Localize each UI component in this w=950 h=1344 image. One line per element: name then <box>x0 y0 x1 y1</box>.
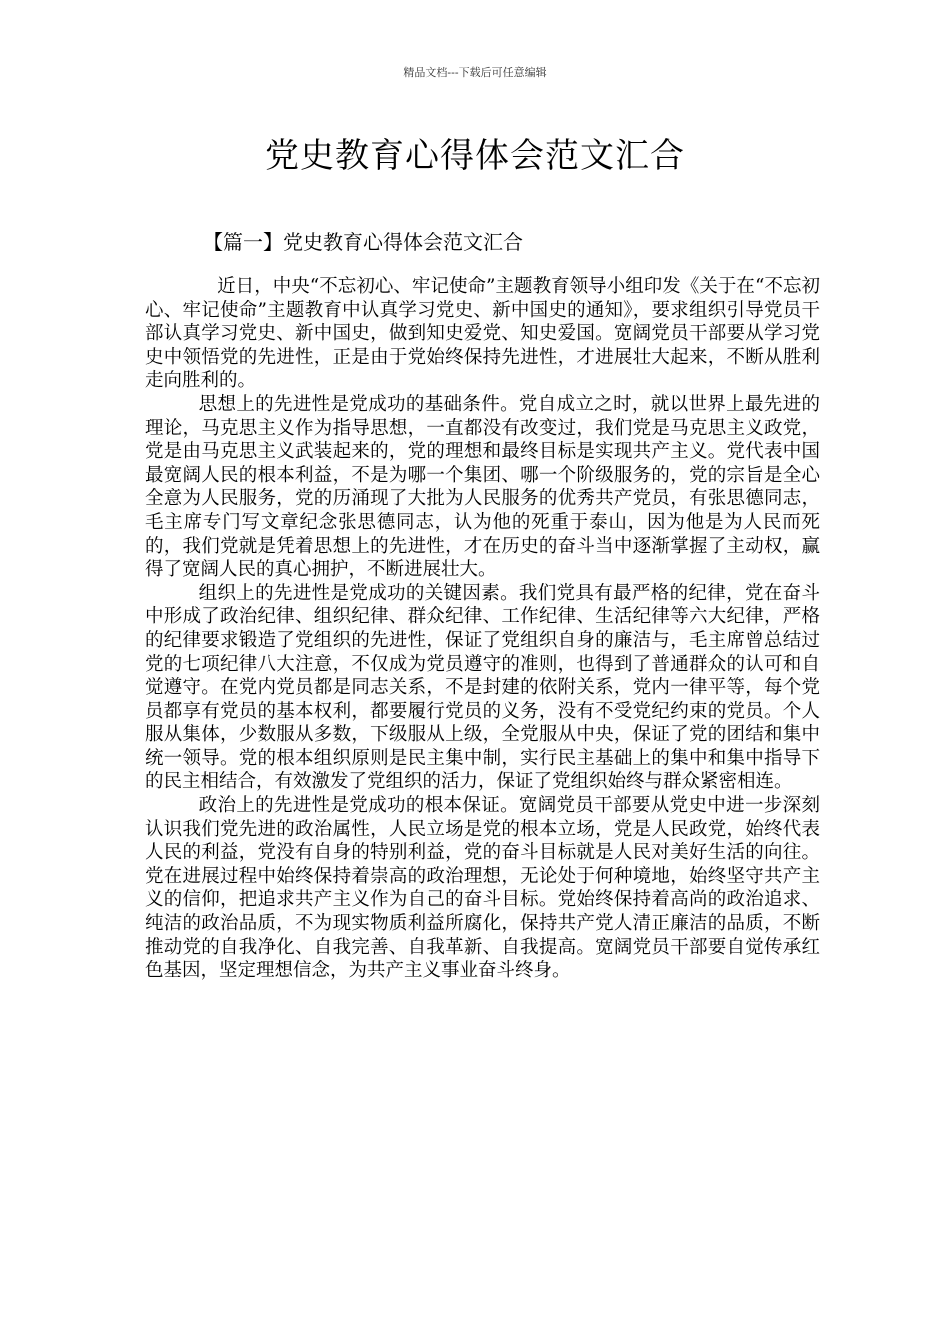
section-heading: 【篇一】党史教育心得体会范文汇合 <box>203 230 523 254</box>
document-title: 党史教育心得体会范文汇合 <box>265 136 685 176</box>
paragraph-intro: 近日，中央“不忘初心、牢记使命”主题教育领导小组印发《关于在“不忘初心、牢记使命”主题教育中认真学习党史、新中国史的通知》，要求组织引导党员干部认真学习党史、新中国史，做到知史爱党、知史爱国。宽阔党员干部要从学习党史中领悟党的先进性，正是由于党始终保持先进性，才进展壮大起来，不断从胜利走向胜利的。 <box>145 276 820 392</box>
header-note: 精品文档---下载后可任意编辑 <box>403 66 547 79</box>
paragraph-ideological: 思想上的先进性是党成功的基础条件。党自成立之时，就以世界上最先进的理论，马克思主义作为指导思想，一直都没有改变过，我们党是马克思主义政党，党是由马克思主义武装起来的，党的理想和最终目标是实现共产主义。党代表中国最宽阔人民的根本利益，不是为哪一个集团、哪一个阶级服务的，党的宗旨是全心全意为人民服务，党的历涌现了大批为人民服务的优秀共产党员，有张思德同志，毛主席专门写文章纪念张思德同志，认为他的死重于泰山，因为他是为人民而死的，我们党就是凭着思想上的先进性，才在历史的奋斗当中逐渐掌握了主动权，赢得了宽阔人民的真心拥护，不断进展壮大。 <box>145 393 820 581</box>
paragraph-political: 政治上的先进性是党成功的根本保证。宽阔党员干部要从党史中进一步深刻认识我们党先进的政治属性，人民立场是党的根本立场，党是人民政党，始终代表人民的利益，党没有自身的特别利益，党的奋斗目标就是人民对美好生活的向往。党在进展过程中始终保持着崇高的政治理想，无论处于何种境地，始终坚守共产主义的信仰，把追求共产主义作为自己的奋斗目标。党始终保持着高尚的政治追求、纯洁的政治品质，不为现实物质利益所腐化，保持共产党人清正廉洁的品质，不断推动党的自我净化、自我完善、自我革新、自我提高。宽阔党员干部要自觉传承红色基因，坚定理想信念，为共产主义事业奋斗终身。 <box>145 795 820 982</box>
document-body <box>145 275 820 983</box>
paragraph-organizational: 组织上的先进性是党成功的关键因素。我们党具有最严格的纪律，党在奋斗中形成了政治纪律、组织纪律、群众纪律、工作纪律、生活纪律等六大纪律，严格的纪律要求锻造了党组织的先进性，保证了党组织自身的廉洁与，毛主席曾总结过党的七项纪律八大注意，不仅成为党员遵守的准则，也得到了普通群众的认可和自觉遵守。在党内党员都是同志关系，不是封建的依附关系，党内一律平等，每个党员都享有党员的基本权利，都要履行党员的义务，没有不受党纪约束的党员。个人服从集体，少数服从多数，下级服从上级，全党服从中央，保证了党的团结和集中统一领导。党的根本组织原则是民主集中制，实行民主基础上的集中和集中指导下的民主相结合，有效激发了党组织的活力，保证了党组织始终与群众紧密相连。 <box>145 582 820 793</box>
